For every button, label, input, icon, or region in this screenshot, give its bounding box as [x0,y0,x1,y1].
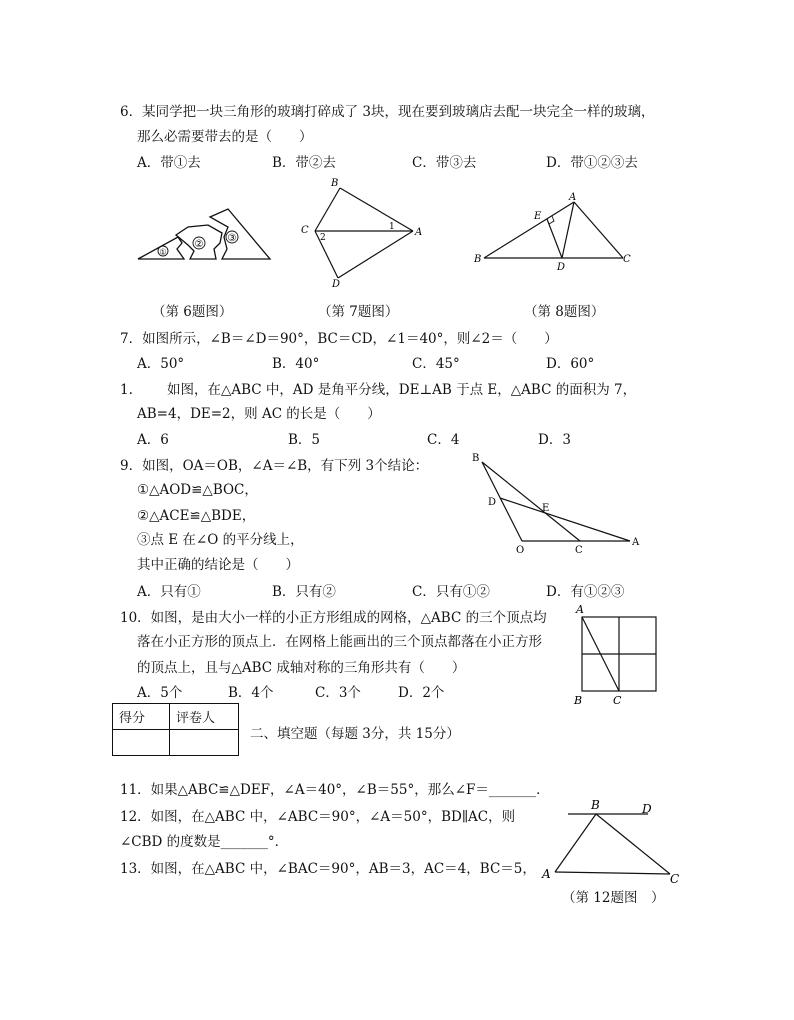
fig7-quadrilateral [295,175,435,290]
q6-line1: 6．某同学把一块三角形的玻璃打碎成了 3块，现在要到玻璃店去配一块完全一样的玻璃， [120,104,655,120]
q9-option-b: B．只有② [272,584,336,600]
q10-option-d: D．2个 [398,685,445,701]
q7-option-b: B．40° [272,356,320,372]
q8-option-b: B．5 [288,432,321,448]
q6-option-b: B．带②去 [272,155,336,171]
fig8-triangle [470,190,640,275]
grader-header: 评卷人 [170,704,239,730]
q9-conclusion-1: ①△AOD≌△BOC， [137,482,258,498]
fig12-label-d: D [642,802,652,816]
fig9-triangles [465,448,645,558]
fig7-caption: （第 7题图） [318,304,399,320]
q9-option-d: D．有①②③ [546,584,625,600]
fig7-label-a: A [415,227,423,238]
q8-option-a: A．6 [137,432,169,448]
q6-line2: 那么必需要带去的是（ ） [137,129,313,145]
fig6-caption: （第 6题图） [152,304,233,320]
score-cell[interactable] [113,730,170,756]
score-header: 得分 [113,704,170,730]
fig8-label-a: A [569,192,577,203]
fig9-label-a: A [632,537,640,548]
fig8-caption: （第 8题图） [524,304,605,320]
fig6-label-3: ③ [227,233,237,244]
fig6-label-1: ① [159,247,167,257]
fig10-label-a: A [576,603,584,616]
fig7-label-d: D [332,279,341,290]
q9-line5: 其中正确的结论是（ ） [137,557,299,573]
fig9-label-d: D [488,497,497,508]
fig10-label-c: C [613,694,622,707]
q7-option-d: D．60° [546,356,595,372]
score-table [112,703,239,756]
q10-option-c: C．3个 [315,685,361,701]
q8-line2: AB=4，DE=2，则 AC 的长是（ ） [137,406,381,422]
fig9-label-c: C [575,545,583,556]
q10-line2: 落在小正方形的顶点上．在网格上能画出的三个顶点都落在小正方形 [137,634,542,650]
fig12-label-c: C [670,872,680,886]
q8-line1: 如图，在△ABC 中，AD 是角平分线，DE⊥AB 于点 E，△ABC 的面积为 7， [167,382,637,398]
q8-option-d: D．3 [538,432,571,448]
q6-option-a: A．带①去 [137,155,201,171]
fig7-label-b: B [331,178,339,189]
q13-text: 13．如图，在△ABC 中，∠BAC＝90°，AB＝3，AC＝4，BC＝5， [120,861,536,877]
q12-line1: 12．如图，在△ABC 中，∠ABC＝90°，∠A＝50°，BD∥AC，则 [120,809,516,825]
fig7-label-c: C [301,225,309,236]
fig12-label-b: B [591,798,600,812]
q9-option-c: C．只有①② [412,584,490,600]
fig12-triangle [540,795,690,890]
q8-number: 1. [120,382,133,398]
q11-text: 11．如果△ABC≌△DEF，∠A＝40°，∠B＝55°，那么∠F＝_______． [120,782,550,798]
fig8-label-e: E [534,211,542,222]
q10-line3: 的顶点上，且与△ABC 成轴对称的三角形共有（ ） [137,660,466,676]
q9-conclusion-2: ②△ACE≌△BDE， [137,508,256,524]
q10-line1: 10．如图，是由大小一样的小正方形组成的网格，△ABC 的三个顶点均 [120,610,547,626]
q7-option-a: A．50° [137,356,185,372]
fig7-angle-1: 1 [389,222,395,232]
fig9-label-o: O [516,545,525,556]
fig8-label-b: B [474,254,482,265]
q6-option-d: D．带①②③去 [546,155,638,171]
fig12-caption: （第 12题图 ） [562,890,665,906]
section-fill-in-title: 二、填空题（每题 3分，共 15分） [250,726,460,742]
fig8-label-d: D [557,262,566,273]
q7-line1: 7．如图所示，∠B＝∠D＝90°，BC＝CD，∠1＝40°，则∠2＝（ ） [120,331,558,347]
fig9-label-b: B [472,453,480,464]
fig7-angle-2: 2 [320,233,326,243]
q9-line1: 9．如图，OA＝OB，∠A＝∠B，有下列 3个结论： [120,458,429,474]
fig10-grid [570,603,665,708]
q10-option-b: B．4个 [228,685,274,701]
fig9-label-e: E [542,503,550,514]
q12-line2: ∠CBD 的度数是_______°． [120,834,289,850]
fig6-label-2: ② [194,239,204,250]
fig12-label-a: A [542,867,551,881]
q8-option-c: C．4 [427,432,460,448]
fig6-piece-3 [210,209,270,259]
q7-option-c: C．45° [412,356,460,372]
fig10-label-b: B [574,694,583,707]
q9-option-a: A．只有① [137,584,201,600]
fig6-broken-glass [130,205,275,265]
fig8-label-c: C [623,254,631,265]
q10-option-a: A．5个 [137,685,183,701]
grader-cell[interactable] [170,730,239,756]
q9-conclusion-3: ③点 E 在∠O 的平分线上， [137,532,304,548]
q6-option-c: C．带③去 [412,155,477,171]
